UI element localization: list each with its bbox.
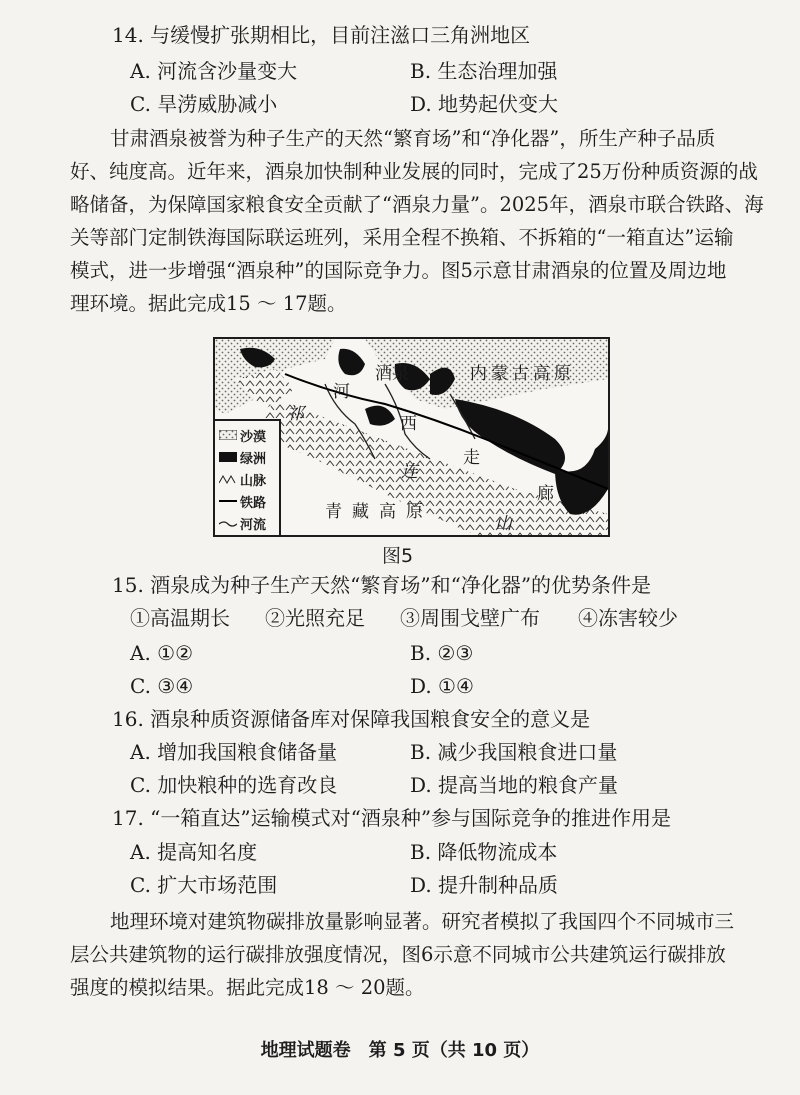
legend-railway: 铁路 <box>219 491 266 511</box>
passage-carbon-emission <box>70 905 750 1004</box>
q15-option-b: B. ②③ <box>410 641 474 665</box>
q15-item-1: ①高温期长 <box>130 606 230 630</box>
legend-river: 河流 <box>219 513 266 533</box>
passage-line: 好、纯度高。近年来，酒泉加快制种业发展的同时，完成了25万份种质资源的战 <box>70 160 758 183</box>
q14-option-c: C. 旱涝威胁减小 <box>130 92 278 116</box>
q16-option-c: C. 加快粮种的选育改良 <box>130 773 338 797</box>
passage-jiuquan <box>70 122 764 320</box>
q16-option-b: B. 减少我国粮食进口量 <box>410 740 618 764</box>
page-footer: 地理试题卷 第 5 页（共 10 页） <box>260 1040 540 1061</box>
railway-swatch-icon <box>219 496 237 506</box>
mountain-swatch-icon <box>219 474 237 484</box>
passage-line: 强度的模拟结果。据此完成18 ～ 20题。 <box>70 976 425 999</box>
label-hexi-4: 廊 <box>537 484 554 504</box>
passage-line: 地理环境对建筑物碳排放量影响显著。研究者模拟了我国四个不同城市三 <box>110 910 735 933</box>
label-qinghai-tibet-plateau: 青藏高原 <box>325 502 433 522</box>
label-qilian-2: 连 <box>401 462 418 482</box>
legend-oasis: 绿洲 <box>219 447 266 467</box>
q15-item-3: ③周围戈壁广布 <box>400 606 540 630</box>
q15-item-4: ④冻害较少 <box>578 606 678 630</box>
q16-stem: 16. 酒泉种质资源储备库对保障我国粮食安全的意义是 <box>112 707 591 731</box>
passage-line: 略储备，为保障国家粮食安全贡献了“酒泉力量”。2025年，酒泉市联合铁路、海 <box>70 193 764 216</box>
desert-swatch-icon <box>219 430 237 440</box>
q14-option-b: B. 生态治理加强 <box>410 59 558 83</box>
label-hexi-2: 西 <box>400 414 417 434</box>
map-legend <box>215 419 281 535</box>
passage-line: 模式，进一步增强“酒泉种”的国际竞争力。图5示意甘肃酒泉的位置及周边地 <box>70 259 727 282</box>
label-jiuquan: 酒泉 <box>375 364 409 384</box>
q16-option-d: D. 提高当地的粮食产量 <box>410 773 619 797</box>
oasis <box>338 349 365 375</box>
q16-option-a: A. 增加我国粮食储备量 <box>130 740 338 764</box>
label-qilian-1: 祁 <box>287 404 304 424</box>
legend-mountain: 山脉 <box>219 469 266 489</box>
q17-option-d: D. 提升制种品质 <box>410 873 559 897</box>
passage-line: 层公共建筑物的运行碳排放强度情况，图6示意不同城市公共建筑运行碳排放 <box>70 943 726 966</box>
q14-stem: 14. 与缓慢扩张期相比，目前注滋口三角洲地区 <box>112 23 531 47</box>
q15-option-c: C. ③④ <box>130 674 194 698</box>
river-swatch-icon <box>219 518 237 528</box>
q17-option-c: C. 扩大市场范围 <box>130 873 278 897</box>
figure5-map <box>213 337 610 537</box>
oasis <box>365 406 395 426</box>
label-inner-mongolia-plateau: 内蒙古高原 <box>470 364 575 384</box>
q15-stem: 15. 酒泉成为种子生产天然“繁育场”和“净化器”的优势条件是 <box>112 573 652 597</box>
q17-stem: 17. “一箱直达”运输模式对“酒泉种”参与国际竞争的推进作用是 <box>112 806 672 830</box>
q17-option-b: B. 降低物流成本 <box>410 840 558 864</box>
label-hexi-1: 河 <box>333 382 350 402</box>
legend-desert: 沙漠 <box>219 425 266 445</box>
label-qilian-3: 山 <box>495 514 512 534</box>
passage-line: 理环境。据此完成15 ～ 17题。 <box>70 292 347 315</box>
passage-line: 关等部门定制铁海国际联运班列，采用全程不换箱、不拆箱的“一箱直达”运输 <box>70 226 734 249</box>
q15-option-a: A. ①② <box>130 641 194 665</box>
q14-option-a: A. 河流含沙量变大 <box>130 59 298 83</box>
label-hexi-3: 走 <box>463 448 480 468</box>
q14-option-d: D. 地势起伏变大 <box>410 92 559 116</box>
q15-item-2: ②光照充足 <box>265 606 365 630</box>
oasis <box>555 429 608 515</box>
figure5-caption: 图5 <box>382 545 414 567</box>
oasis-swatch-icon <box>219 452 237 462</box>
q15-option-d: D. ①④ <box>410 674 474 698</box>
q17-option-a: A. 提高知名度 <box>130 840 258 864</box>
passage-line: 甘肃酒泉被誉为种子生产的天然“繁育场”和“净化器”，所生产种子品质 <box>110 127 716 150</box>
